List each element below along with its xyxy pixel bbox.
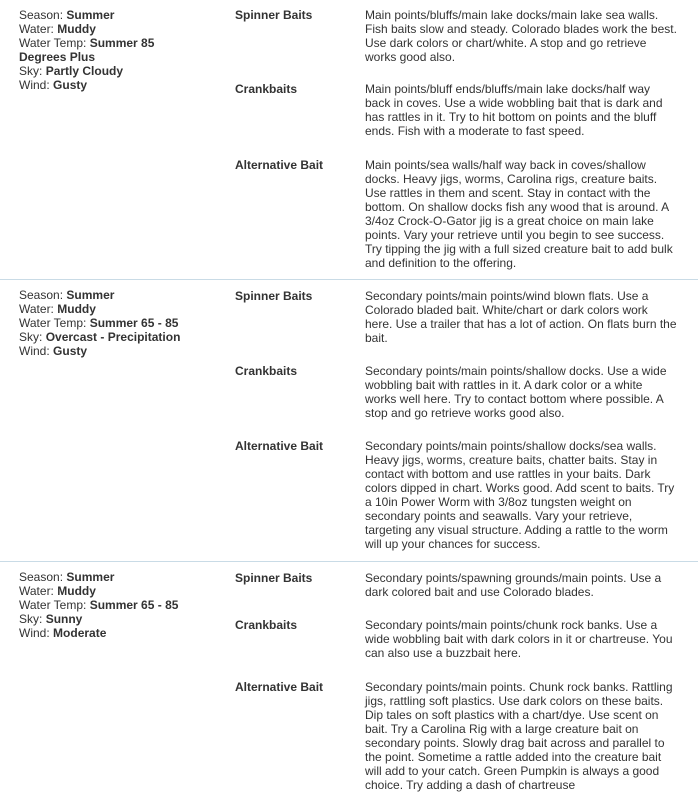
bait-name: Spinner Baits <box>235 571 313 585</box>
bait-description: Secondary points/spawning grounds/main points. Use a dark colored bait and use Colorado blades. <box>365 571 662 599</box>
bait-name: Spinner Baits <box>235 8 313 22</box>
bait-name: Crankbaits <box>235 364 298 378</box>
bait-description: Main points/bluff ends/bluffs/main lake docks/half way back in coves. Use a wide wobbling bait that is dark and has rattles in it. Try to hit bottom on points and the bluff ends. Fish with a moderate to fast speed. <box>365 82 663 138</box>
wind-label: Wind: <box>19 344 50 358</box>
temp-label: Water Temp: <box>19 36 87 50</box>
bait-name: Crankbaits <box>235 82 298 96</box>
sky-row <box>19 330 219 344</box>
conditions-block <box>19 288 219 358</box>
season-label: Season: <box>19 288 64 302</box>
wind-value: Gusty <box>53 344 88 358</box>
season-value: Summer <box>66 570 115 584</box>
bait-name: Spinner Baits <box>235 289 313 303</box>
water-label: Water: <box>19 22 54 36</box>
bait-name: Alternative Bait <box>235 680 324 694</box>
wind-row <box>19 626 219 640</box>
bait-description: Secondary points/main points. Chunk rock banks. Rattling jigs, rattling soft plastics. Use dark colors on these baits. Dip tales on soft plastics with a chart/dye. Use scent on bait. Try a Carolina Rig with a large creature bait on secondary points. Slowly drag bait across and parallel to the point. Sometime a rattle added into the creature bait will add to your catch. Green Pumpkin is always a good choice. Try adding a dash of chartreuse <box>365 680 673 792</box>
condition-section <box>0 0 698 280</box>
wind-label: Wind: <box>19 626 50 640</box>
temp-value: Summer 65 - 85 <box>89 316 179 330</box>
water-label: Water: <box>19 302 54 316</box>
condition-section <box>0 562 698 799</box>
wind-value: Gusty <box>53 78 88 92</box>
wind-row <box>19 78 219 92</box>
wind-row <box>19 344 219 358</box>
conditions-block <box>19 570 219 640</box>
sky-label: Sky: <box>19 64 43 78</box>
bait-description: Secondary points/main points/chunk rock banks. Use a wide wobbling bait with dark colors in it or chartreuse. You can also use a buzzbait here. <box>365 618 673 660</box>
water-label: Water: <box>19 584 54 598</box>
season-label: Season: <box>19 8 64 22</box>
bait-name: Alternative Bait <box>235 439 324 453</box>
temp-value: Summer 85 Degrees Plus <box>19 36 155 64</box>
temp-row <box>19 598 219 612</box>
bait-name: Crankbaits <box>235 618 298 632</box>
season-row <box>19 8 219 22</box>
temp-label: Water Temp: <box>19 316 87 330</box>
season-value: Summer <box>66 288 115 302</box>
water-value: Muddy <box>57 584 96 598</box>
season-label: Season: <box>19 570 64 584</box>
bait-name: Alternative Bait <box>235 158 324 172</box>
wind-value: Moderate <box>53 626 107 640</box>
conditions-block <box>19 8 219 92</box>
sky-row <box>19 612 219 626</box>
sky-label: Sky: <box>19 612 43 626</box>
sky-value: Sunny <box>45 612 83 626</box>
bait-description: Main points/bluffs/main lake docks/main lake sea walls. Fish baits slow and steady. Colorado blades work the best. Use dark colors or chart/white. A stop and go retrieve works good also. <box>365 8 677 64</box>
season-value: Summer <box>66 8 115 22</box>
condition-section <box>0 280 698 562</box>
sky-label: Sky: <box>19 330 43 344</box>
sky-value: Partly Cloudy <box>45 64 124 78</box>
bait-description: Main points/sea walls/half way back in coves/shallow docks. Heavy jigs, worms, Carolina rigs, creature baits. Use rattles in them and scent. Stay in contact with the bottom. On shallow docks fish any wood that is around. A 3/4oz Crock-O-Gator jig is a great choice on main lake points. Vary your retrieve until you begin to see success. Try tipping the jig with a full sized creature bait to add bulk and definition to the offering. <box>365 158 673 270</box>
bait-description: Secondary points/main points/shallow docks. Use a wide wobbling bait with rattles in it. A dark color or a white works well here. Try to contact bottom where possible. A stop and go retrieve works good also. <box>365 364 667 420</box>
season-row <box>19 570 219 584</box>
bait-description: Secondary points/main points/wind blown flats. Use a Colorado bladed bait. White/chart or dark colors work here. Use a trailer that has a lot of action. On flats burn the bait. <box>365 289 677 345</box>
water-row <box>19 302 219 316</box>
temp-label: Water Temp: <box>19 598 87 612</box>
water-value: Muddy <box>57 302 96 316</box>
water-row <box>19 584 219 598</box>
season-row <box>19 288 219 302</box>
wind-label: Wind: <box>19 78 50 92</box>
temp-row <box>19 36 169 64</box>
temp-value: Summer 65 - 85 <box>89 598 179 612</box>
bait-description: Secondary points/main points/shallow docks/sea walls. Heavy jigs, worms, creature baits, chatter baits. Stay in contact with bottom and use rattles in your baits. Dark colors dipped in chart. Works good. Add scent to baits. Try a 10in Power Worm with 3/8oz tungsten weight on secondary points and seawalls. Vary your retrieve, targeting any visual structure. Adding a rattle to the worm will up your chances for success. <box>365 439 675 551</box>
sky-row <box>19 64 219 78</box>
sky-value: Overcast - Precipitation <box>45 330 181 344</box>
temp-row <box>19 316 219 330</box>
water-row <box>19 22 219 36</box>
water-value: Muddy <box>57 22 96 36</box>
